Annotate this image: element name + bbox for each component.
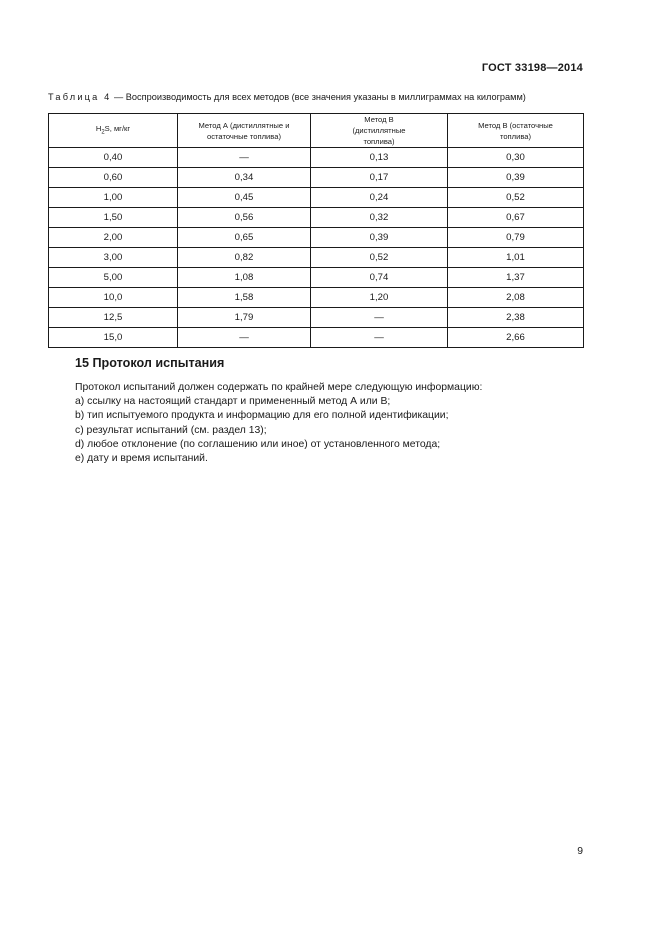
table-cell: 1,58: [178, 288, 311, 308]
table-row: [49, 188, 584, 208]
table-cell: 0,60: [49, 168, 178, 188]
table-row: [49, 208, 584, 228]
table-header-row: [49, 114, 584, 148]
table-cell: 0,13: [311, 148, 448, 168]
table-cell: 0,32: [311, 208, 448, 228]
table-caption-text: Воспроизводимость для всех методов (все значения указаны в миллиграммах на килограмм): [125, 92, 526, 102]
table-cell: 1,08: [178, 268, 311, 288]
table-cell: 0,30: [448, 148, 584, 168]
list-item: e) дату и время испытаний.: [75, 453, 208, 465]
table-cell: —: [311, 328, 448, 348]
table-cell: 2,00: [49, 228, 178, 248]
list-item: b) тип испытуемого продукта и информацию для его полной идентификации;: [75, 410, 449, 422]
table-cell: 12,5: [49, 308, 178, 328]
list-item: d) любое отклонение (по соглашению или иное) от установленного метода;: [75, 438, 441, 450]
table-cell: 1,01: [448, 248, 584, 268]
header-method-b-distillate: Метод В (дистиллятные топлива): [311, 114, 448, 148]
table-cell: 1,37: [448, 268, 584, 288]
table-cell: 1,50: [49, 208, 178, 228]
table-cell: 15,0: [49, 328, 178, 348]
table-row: [49, 308, 584, 328]
table-cell: —: [178, 328, 311, 348]
table-cell: 0,34: [178, 168, 311, 188]
table-cell: 0,40: [49, 148, 178, 168]
table-cell: 1,79: [178, 308, 311, 328]
table-cell: 0,24: [311, 188, 448, 208]
table-body: [49, 148, 584, 348]
table-cell: 0,67: [448, 208, 584, 228]
list-item: c) результат испытаний (см. раздел 13);: [75, 424, 267, 436]
table-caption-separator: —: [114, 92, 124, 102]
table-cell: 5,00: [49, 268, 178, 288]
table-cell: 0,65: [178, 228, 311, 248]
table-caption: [48, 92, 588, 102]
table-cell: 0,45: [178, 188, 311, 208]
table-row: [49, 148, 584, 168]
table-cell: 0,74: [311, 268, 448, 288]
table-row: [49, 288, 584, 308]
table-row: [49, 328, 584, 348]
header-method-a: Метод А (дистиллятные и остаточные топлива): [178, 114, 311, 148]
table-cell: 10,0: [49, 288, 178, 308]
table-cell: 0,82: [178, 248, 311, 268]
table-cell: 2,08: [448, 288, 584, 308]
table-row: [49, 268, 584, 288]
list-item: a) ссылку на настоящий стандарт и примененный метод А или В;: [75, 396, 391, 408]
table-cell: 0,56: [178, 208, 311, 228]
table-cell: 0,79: [448, 228, 584, 248]
document-code: ГОСТ 33198—2014: [481, 62, 583, 74]
header-h2s: $H_2S$, мг/кг: [49, 114, 178, 148]
section-intro: Протокол испытаний должен содержать по крайней мере следующую информацию:: [75, 382, 483, 393]
table-cell: 2,38: [448, 308, 584, 328]
table-cell: —: [178, 148, 311, 168]
table-cell: 0,39: [311, 228, 448, 248]
table-row: [49, 168, 584, 188]
table-cell: 0,17: [311, 168, 448, 188]
table-cell: 0,52: [311, 248, 448, 268]
table-cell: 2,66: [448, 328, 584, 348]
table-cell: 0,39: [448, 168, 584, 188]
table-cell: 3,00: [49, 248, 178, 268]
table-cell: —: [311, 308, 448, 328]
section-title: 15 Протокол испытания: [75, 356, 225, 370]
table-cell: 0,52: [448, 188, 584, 208]
page-number: 9: [577, 846, 583, 857]
table-caption-label: Таблица 4: [48, 92, 112, 102]
table-cell: 1,00: [49, 188, 178, 208]
reproducibility-table: [48, 113, 584, 348]
table-row: [49, 248, 584, 268]
section-body: [75, 381, 482, 466]
header-method-b-residual: Метод В (остаточные топлива): [448, 114, 584, 148]
table-cell: 1,20: [311, 288, 448, 308]
table-row: [49, 228, 584, 248]
